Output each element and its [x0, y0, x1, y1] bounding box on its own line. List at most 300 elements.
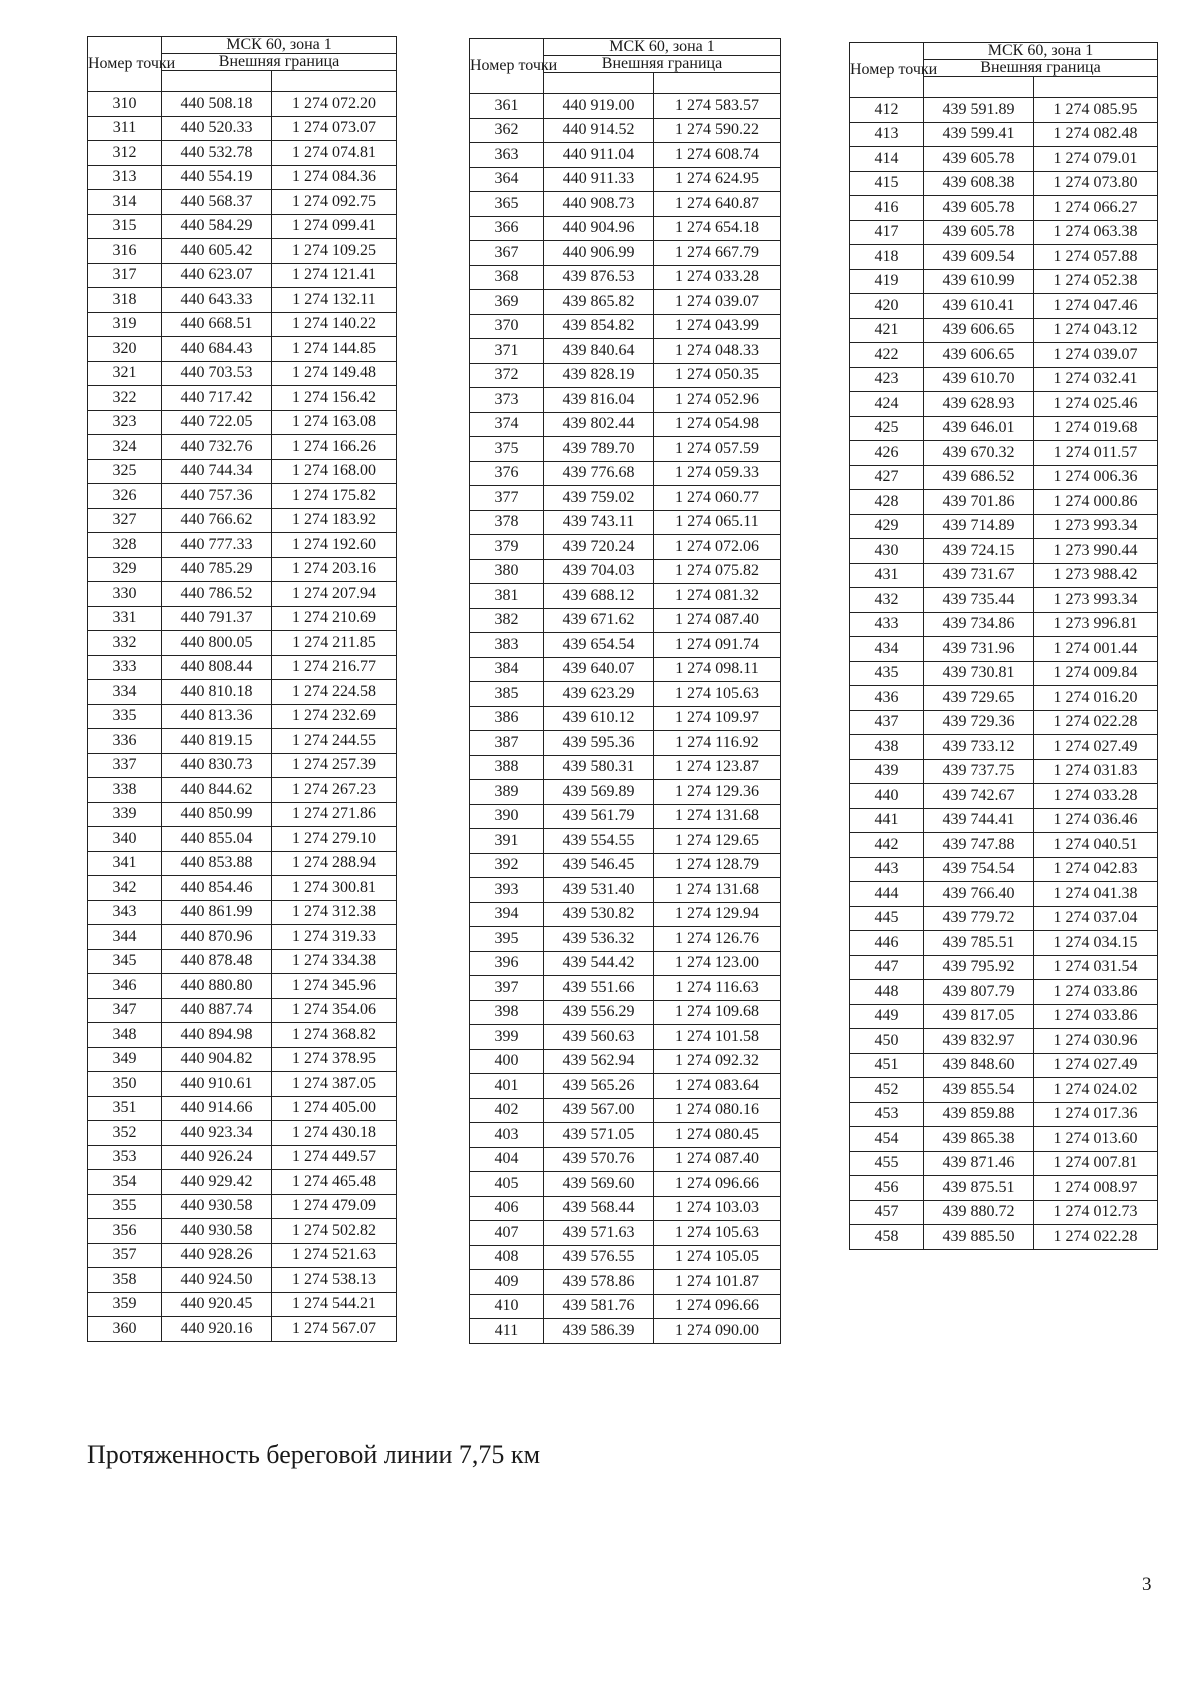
coordinate-table-1 [87, 36, 397, 1342]
x-coordinate-cell: 439 729.65 [924, 686, 1034, 711]
y-coordinate-cell: 1 274 267.23 [272, 778, 397, 803]
y-coordinate-cell: 1 274 123.00 [654, 951, 781, 976]
header-point-number: Номер точки [88, 37, 162, 92]
table-row [850, 514, 1158, 539]
table-row [470, 363, 781, 388]
point-number-cell: 312 [88, 141, 162, 166]
table-row [470, 1294, 781, 1319]
table-row [88, 753, 397, 778]
x-coordinate-cell: 439 567.00 [544, 1098, 654, 1123]
point-number-cell: 343 [88, 900, 162, 925]
y-coordinate-cell: 1 274 017.36 [1034, 1102, 1158, 1127]
y-coordinate-cell: 1 274 080.45 [654, 1123, 781, 1148]
table-2-body [470, 94, 781, 1344]
point-number-cell: 423 [850, 367, 924, 392]
point-number-cell: 442 [850, 833, 924, 858]
y-coordinate-cell: 1 274 037.04 [1034, 906, 1158, 931]
y-coordinate-cell: 1 274 099.41 [272, 214, 397, 239]
point-number-cell: 440 [850, 784, 924, 809]
point-number-cell: 407 [470, 1221, 544, 1246]
x-coordinate-cell: 439 714.89 [924, 514, 1034, 539]
x-coordinate-cell: 439 729.36 [924, 710, 1034, 735]
x-coordinate-cell: 439 554.55 [544, 829, 654, 854]
table-row [470, 878, 781, 903]
table-row [88, 1072, 397, 1097]
point-number-cell: 390 [470, 804, 544, 829]
x-coordinate-cell: 439 704.03 [544, 559, 654, 584]
y-coordinate-cell: 1 274 057.88 [1034, 245, 1158, 270]
table-row [88, 1023, 397, 1048]
point-number-cell: 455 [850, 1151, 924, 1176]
table-row [850, 269, 1158, 294]
header-y-cell [654, 73, 781, 94]
y-coordinate-cell: 1 274 063.38 [1034, 220, 1158, 245]
x-coordinate-cell: 440 870.96 [162, 925, 272, 950]
x-coordinate-cell: 440 910.61 [162, 1072, 272, 1097]
x-coordinate-cell: 439 875.51 [924, 1176, 1034, 1201]
y-coordinate-cell: 1 274 036.46 [1034, 808, 1158, 833]
x-coordinate-cell: 440 844.62 [162, 778, 272, 803]
x-coordinate-cell: 440 923.34 [162, 1121, 272, 1146]
header-y-cell [1034, 77, 1158, 98]
x-coordinate-cell: 439 609.54 [924, 245, 1034, 270]
table-row [88, 1047, 397, 1072]
point-number-cell: 357 [88, 1243, 162, 1268]
x-coordinate-cell: 439 865.82 [544, 290, 654, 315]
x-coordinate-cell: 440 908.73 [544, 192, 654, 217]
table-row [88, 337, 397, 362]
point-number-cell: 329 [88, 557, 162, 582]
table-row [470, 1000, 781, 1025]
x-coordinate-cell: 440 920.16 [162, 1317, 272, 1342]
x-coordinate-cell: 440 904.82 [162, 1047, 272, 1072]
point-number-cell: 362 [470, 118, 544, 143]
point-number-cell: 347 [88, 998, 162, 1023]
table-row [850, 588, 1158, 613]
point-number-cell: 450 [850, 1029, 924, 1054]
x-coordinate-cell: 439 576.55 [544, 1245, 654, 1270]
x-coordinate-cell: 439 730.81 [924, 661, 1034, 686]
x-coordinate-cell: 439 595.36 [544, 731, 654, 756]
y-coordinate-cell: 1 274 502.82 [272, 1219, 397, 1244]
table-row [470, 118, 781, 143]
point-number-cell: 385 [470, 682, 544, 707]
point-number-cell: 391 [470, 829, 544, 854]
point-number-cell: 337 [88, 753, 162, 778]
point-number-cell: 354 [88, 1170, 162, 1195]
point-number-cell: 369 [470, 290, 544, 315]
table-row [88, 435, 397, 460]
x-coordinate-cell: 440 744.34 [162, 459, 272, 484]
point-number-cell: 348 [88, 1023, 162, 1048]
y-coordinate-cell: 1 274 590.22 [654, 118, 781, 143]
point-number-cell: 394 [470, 902, 544, 927]
table-row [850, 563, 1158, 588]
y-coordinate-cell: 1 274 034.15 [1034, 931, 1158, 956]
point-number-cell: 371 [470, 339, 544, 364]
y-coordinate-cell: 1 274 479.09 [272, 1194, 397, 1219]
table-row [88, 876, 397, 901]
x-coordinate-cell: 439 580.31 [544, 755, 654, 780]
point-number-cell: 367 [470, 241, 544, 266]
y-coordinate-cell: 1 274 123.87 [654, 755, 781, 780]
y-coordinate-cell: 1 274 027.49 [1034, 735, 1158, 760]
y-coordinate-cell: 1 274 103.03 [654, 1196, 781, 1221]
point-number-cell: 373 [470, 388, 544, 413]
table-row [850, 637, 1158, 662]
point-number-cell: 336 [88, 729, 162, 754]
y-coordinate-cell: 1 274 001.44 [1034, 637, 1158, 662]
y-coordinate-cell: 1 274 129.94 [654, 902, 781, 927]
point-number-cell: 378 [470, 510, 544, 535]
header-x-cell [162, 71, 272, 92]
point-number-cell: 321 [88, 361, 162, 386]
y-coordinate-cell: 1 274 039.07 [654, 290, 781, 315]
x-coordinate-cell: 439 686.52 [924, 465, 1034, 490]
table-row [470, 608, 781, 633]
point-number-cell: 381 [470, 584, 544, 609]
point-number-cell: 318 [88, 288, 162, 313]
table-row [850, 710, 1158, 735]
y-coordinate-cell: 1 274 011.57 [1034, 441, 1158, 466]
table-row [470, 265, 781, 290]
table-row [850, 931, 1158, 956]
y-coordinate-cell: 1 274 033.86 [1034, 1004, 1158, 1029]
y-coordinate-cell: 1 274 354.06 [272, 998, 397, 1023]
x-coordinate-cell: 440 813.36 [162, 704, 272, 729]
table-row [470, 1025, 781, 1050]
table-row [470, 535, 781, 560]
y-coordinate-cell: 1 274 378.95 [272, 1047, 397, 1072]
point-number-cell: 317 [88, 263, 162, 288]
table-row [88, 239, 397, 264]
point-number-cell: 349 [88, 1047, 162, 1072]
y-coordinate-cell: 1 274 224.58 [272, 680, 397, 705]
table-row [88, 263, 397, 288]
y-coordinate-cell: 1 274 583.57 [654, 94, 781, 119]
x-coordinate-cell: 439 731.96 [924, 637, 1034, 662]
point-number-cell: 387 [470, 731, 544, 756]
x-coordinate-cell: 440 887.74 [162, 998, 272, 1023]
point-number-cell: 410 [470, 1294, 544, 1319]
x-coordinate-cell: 440 930.58 [162, 1219, 272, 1244]
table-row [850, 318, 1158, 343]
point-number-cell: 424 [850, 392, 924, 417]
point-number-cell: 429 [850, 514, 924, 539]
table-row [470, 510, 781, 535]
point-number-cell: 452 [850, 1078, 924, 1103]
y-coordinate-cell: 1 274 192.60 [272, 533, 397, 558]
table-row [470, 1270, 781, 1295]
x-coordinate-cell: 439 731.67 [924, 563, 1034, 588]
table-row [850, 98, 1158, 123]
y-coordinate-cell: 1 274 054.98 [654, 412, 781, 437]
point-number-cell: 374 [470, 412, 544, 437]
y-coordinate-cell: 1 274 203.16 [272, 557, 397, 582]
point-number-cell: 389 [470, 780, 544, 805]
point-number-cell: 445 [850, 906, 924, 931]
x-coordinate-cell: 439 536.32 [544, 927, 654, 952]
x-coordinate-cell: 439 776.68 [544, 461, 654, 486]
y-coordinate-cell: 1 274 232.69 [272, 704, 397, 729]
y-coordinate-cell: 1 274 083.64 [654, 1074, 781, 1099]
point-number-cell: 420 [850, 294, 924, 319]
table-row [850, 857, 1158, 882]
table-row [470, 167, 781, 192]
table-row [88, 1219, 397, 1244]
y-coordinate-cell: 1 274 072.06 [654, 535, 781, 560]
y-coordinate-cell: 1 274 140.22 [272, 312, 397, 337]
x-coordinate-cell: 440 906.99 [544, 241, 654, 266]
x-coordinate-cell: 440 785.29 [162, 557, 272, 582]
point-number-cell: 447 [850, 955, 924, 980]
point-number-cell: 376 [470, 461, 544, 486]
x-coordinate-cell: 440 810.18 [162, 680, 272, 705]
point-number-cell: 366 [470, 216, 544, 241]
x-coordinate-cell: 440 830.73 [162, 753, 272, 778]
y-coordinate-cell: 1 274 257.39 [272, 753, 397, 778]
x-coordinate-cell: 439 606.65 [924, 318, 1034, 343]
table-row [850, 465, 1158, 490]
y-coordinate-cell: 1 273 993.34 [1034, 588, 1158, 613]
table-row [88, 998, 397, 1023]
x-coordinate-cell: 440 808.44 [162, 655, 272, 680]
x-coordinate-cell: 439 795.92 [924, 955, 1034, 980]
point-number-cell: 315 [88, 214, 162, 239]
x-coordinate-cell: 439 610.70 [924, 367, 1034, 392]
table-row [470, 1147, 781, 1172]
table-row [470, 755, 781, 780]
x-coordinate-cell: 440 894.98 [162, 1023, 272, 1048]
point-number-cell: 328 [88, 533, 162, 558]
x-coordinate-cell: 439 599.41 [924, 122, 1034, 147]
point-number-cell: 316 [88, 239, 162, 264]
x-coordinate-cell: 439 766.40 [924, 882, 1034, 907]
point-number-cell: 356 [88, 1219, 162, 1244]
point-number-cell: 365 [470, 192, 544, 217]
page-number: 3 [1142, 1574, 1152, 1595]
y-coordinate-cell: 1 274 216.77 [272, 655, 397, 680]
point-number-cell: 377 [470, 486, 544, 511]
point-number-cell: 415 [850, 171, 924, 196]
x-coordinate-cell: 440 766.62 [162, 508, 272, 533]
y-coordinate-cell: 1 274 074.81 [272, 141, 397, 166]
x-coordinate-cell: 439 840.64 [544, 339, 654, 364]
table-row [88, 704, 397, 729]
y-coordinate-cell: 1 274 387.05 [272, 1072, 397, 1097]
table-row [88, 851, 397, 876]
table-row [850, 1225, 1158, 1250]
x-coordinate-cell: 439 565.26 [544, 1074, 654, 1099]
x-coordinate-cell: 439 688.12 [544, 584, 654, 609]
x-coordinate-cell: 440 584.29 [162, 214, 272, 239]
x-coordinate-cell: 439 871.46 [924, 1151, 1034, 1176]
table-row [470, 633, 781, 658]
table-row [470, 339, 781, 364]
table-row [88, 680, 397, 705]
shoreline-length-note: Протяженность береговой линии 7,75 км [87, 1440, 541, 1469]
table-row [470, 461, 781, 486]
point-number-cell: 344 [88, 925, 162, 950]
x-coordinate-cell: 440 930.58 [162, 1194, 272, 1219]
x-coordinate-cell: 439 854.82 [544, 314, 654, 339]
point-number-cell: 327 [88, 508, 162, 533]
y-coordinate-cell: 1 274 211.85 [272, 631, 397, 656]
x-coordinate-cell: 439 859.88 [924, 1102, 1034, 1127]
table-row [850, 1102, 1158, 1127]
y-coordinate-cell: 1 274 131.68 [654, 804, 781, 829]
point-number-cell: 401 [470, 1074, 544, 1099]
x-coordinate-cell: 439 735.44 [924, 588, 1034, 613]
x-coordinate-cell: 439 737.75 [924, 759, 1034, 784]
table-row [470, 1245, 781, 1270]
point-number-cell: 320 [88, 337, 162, 362]
table-row [88, 729, 397, 754]
y-coordinate-cell: 1 274 126.76 [654, 927, 781, 952]
y-coordinate-cell: 1 274 081.32 [654, 584, 781, 609]
table-row [88, 1292, 397, 1317]
table-row [470, 1172, 781, 1197]
y-coordinate-cell: 1 274 040.51 [1034, 833, 1158, 858]
y-coordinate-cell: 1 274 043.99 [654, 314, 781, 339]
x-coordinate-cell: 439 720.24 [544, 535, 654, 560]
point-number-cell: 453 [850, 1102, 924, 1127]
y-coordinate-cell: 1 273 993.34 [1034, 514, 1158, 539]
header-boundary: Внешняя граница [162, 54, 397, 71]
y-coordinate-cell: 1 274 006.36 [1034, 465, 1158, 490]
x-coordinate-cell: 439 832.97 [924, 1029, 1034, 1054]
table-row [470, 143, 781, 168]
x-coordinate-cell: 439 654.54 [544, 633, 654, 658]
y-coordinate-cell: 1 274 109.68 [654, 1000, 781, 1025]
y-coordinate-cell: 1 274 116.63 [654, 976, 781, 1001]
x-coordinate-cell: 440 605.42 [162, 239, 272, 264]
table-row [88, 116, 397, 141]
y-coordinate-cell: 1 274 009.84 [1034, 661, 1158, 686]
table-row [470, 731, 781, 756]
point-number-cell: 416 [850, 196, 924, 221]
table-row [470, 1074, 781, 1099]
header-x-cell [924, 77, 1034, 98]
y-coordinate-cell: 1 274 048.33 [654, 339, 781, 364]
x-coordinate-cell: 439 591.89 [924, 98, 1034, 123]
y-coordinate-cell: 1 274 405.00 [272, 1096, 397, 1121]
y-coordinate-cell: 1 274 096.66 [654, 1172, 781, 1197]
point-number-cell: 458 [850, 1225, 924, 1250]
table-row [850, 661, 1158, 686]
table-row [88, 925, 397, 950]
x-coordinate-cell: 439 608.38 [924, 171, 1034, 196]
y-coordinate-cell: 1 274 105.63 [654, 1221, 781, 1246]
y-coordinate-cell: 1 274 121.41 [272, 263, 397, 288]
x-coordinate-cell: 440 684.43 [162, 337, 272, 362]
table-row [850, 1029, 1158, 1054]
x-coordinate-cell: 439 742.67 [924, 784, 1034, 809]
y-coordinate-cell: 1 274 033.28 [1034, 784, 1158, 809]
point-number-cell: 426 [850, 441, 924, 466]
table-row [850, 980, 1158, 1005]
y-coordinate-cell: 1 274 288.94 [272, 851, 397, 876]
y-coordinate-cell: 1 274 090.00 [654, 1319, 781, 1344]
y-coordinate-cell: 1 274 030.96 [1034, 1029, 1158, 1054]
y-coordinate-cell: 1 274 334.38 [272, 949, 397, 974]
y-coordinate-cell: 1 274 025.46 [1034, 392, 1158, 417]
y-coordinate-cell: 1 274 027.49 [1034, 1053, 1158, 1078]
table-row [88, 606, 397, 631]
x-coordinate-cell: 440 786.52 [162, 582, 272, 607]
x-coordinate-cell: 440 722.05 [162, 410, 272, 435]
table-row [470, 241, 781, 266]
x-coordinate-cell: 439 744.41 [924, 808, 1034, 833]
x-coordinate-cell: 439 551.66 [544, 976, 654, 1001]
y-coordinate-cell: 1 274 057.59 [654, 437, 781, 462]
y-coordinate-cell: 1 274 098.11 [654, 657, 781, 682]
x-coordinate-cell: 440 623.07 [162, 263, 272, 288]
y-coordinate-cell: 1 274 168.00 [272, 459, 397, 484]
table-row [88, 827, 397, 852]
y-coordinate-cell: 1 274 312.38 [272, 900, 397, 925]
table-row [470, 192, 781, 217]
header-point-number: Номер точки [470, 39, 544, 94]
table-row [88, 533, 397, 558]
table-row [470, 412, 781, 437]
x-coordinate-cell: 439 724.15 [924, 539, 1034, 564]
y-coordinate-cell: 1 274 079.01 [1034, 147, 1158, 172]
table-row [850, 1127, 1158, 1152]
table-row [850, 612, 1158, 637]
table-row [850, 196, 1158, 221]
table-3-body [850, 98, 1158, 1250]
y-coordinate-cell: 1 274 073.80 [1034, 171, 1158, 196]
point-number-cell: 364 [470, 167, 544, 192]
x-coordinate-cell: 440 924.50 [162, 1268, 272, 1293]
y-coordinate-cell: 1 274 075.82 [654, 559, 781, 584]
point-number-cell: 395 [470, 927, 544, 952]
y-coordinate-cell: 1 274 060.77 [654, 486, 781, 511]
y-coordinate-cell: 1 274 087.40 [654, 608, 781, 633]
y-coordinate-cell: 1 274 031.54 [1034, 955, 1158, 980]
x-coordinate-cell: 440 904.96 [544, 216, 654, 241]
y-coordinate-cell: 1 274 084.36 [272, 165, 397, 190]
y-coordinate-cell: 1 274 012.73 [1034, 1200, 1158, 1225]
y-coordinate-cell: 1 274 000.86 [1034, 490, 1158, 515]
y-coordinate-cell: 1 274 050.35 [654, 363, 781, 388]
point-number-cell: 375 [470, 437, 544, 462]
table-row [470, 437, 781, 462]
table-row [470, 486, 781, 511]
x-coordinate-cell: 439 605.78 [924, 220, 1034, 245]
x-coordinate-cell: 439 581.76 [544, 1294, 654, 1319]
table-row [850, 1176, 1158, 1201]
x-coordinate-cell: 440 920.45 [162, 1292, 272, 1317]
y-coordinate-cell: 1 274 080.16 [654, 1098, 781, 1123]
x-coordinate-cell: 439 816.04 [544, 388, 654, 413]
point-number-cell: 451 [850, 1053, 924, 1078]
y-coordinate-cell: 1 274 039.07 [1034, 343, 1158, 368]
y-coordinate-cell: 1 274 465.48 [272, 1170, 397, 1195]
x-coordinate-cell: 439 880.72 [924, 1200, 1034, 1225]
table-row [88, 1268, 397, 1293]
y-coordinate-cell: 1 274 087.40 [654, 1147, 781, 1172]
point-number-cell: 383 [470, 633, 544, 658]
x-coordinate-cell: 439 646.01 [924, 416, 1034, 441]
table-row [470, 976, 781, 1001]
y-coordinate-cell: 1 274 368.82 [272, 1023, 397, 1048]
point-number-cell: 402 [470, 1098, 544, 1123]
y-coordinate-cell: 1 273 996.81 [1034, 612, 1158, 637]
table-row [470, 1098, 781, 1123]
point-number-cell: 351 [88, 1096, 162, 1121]
